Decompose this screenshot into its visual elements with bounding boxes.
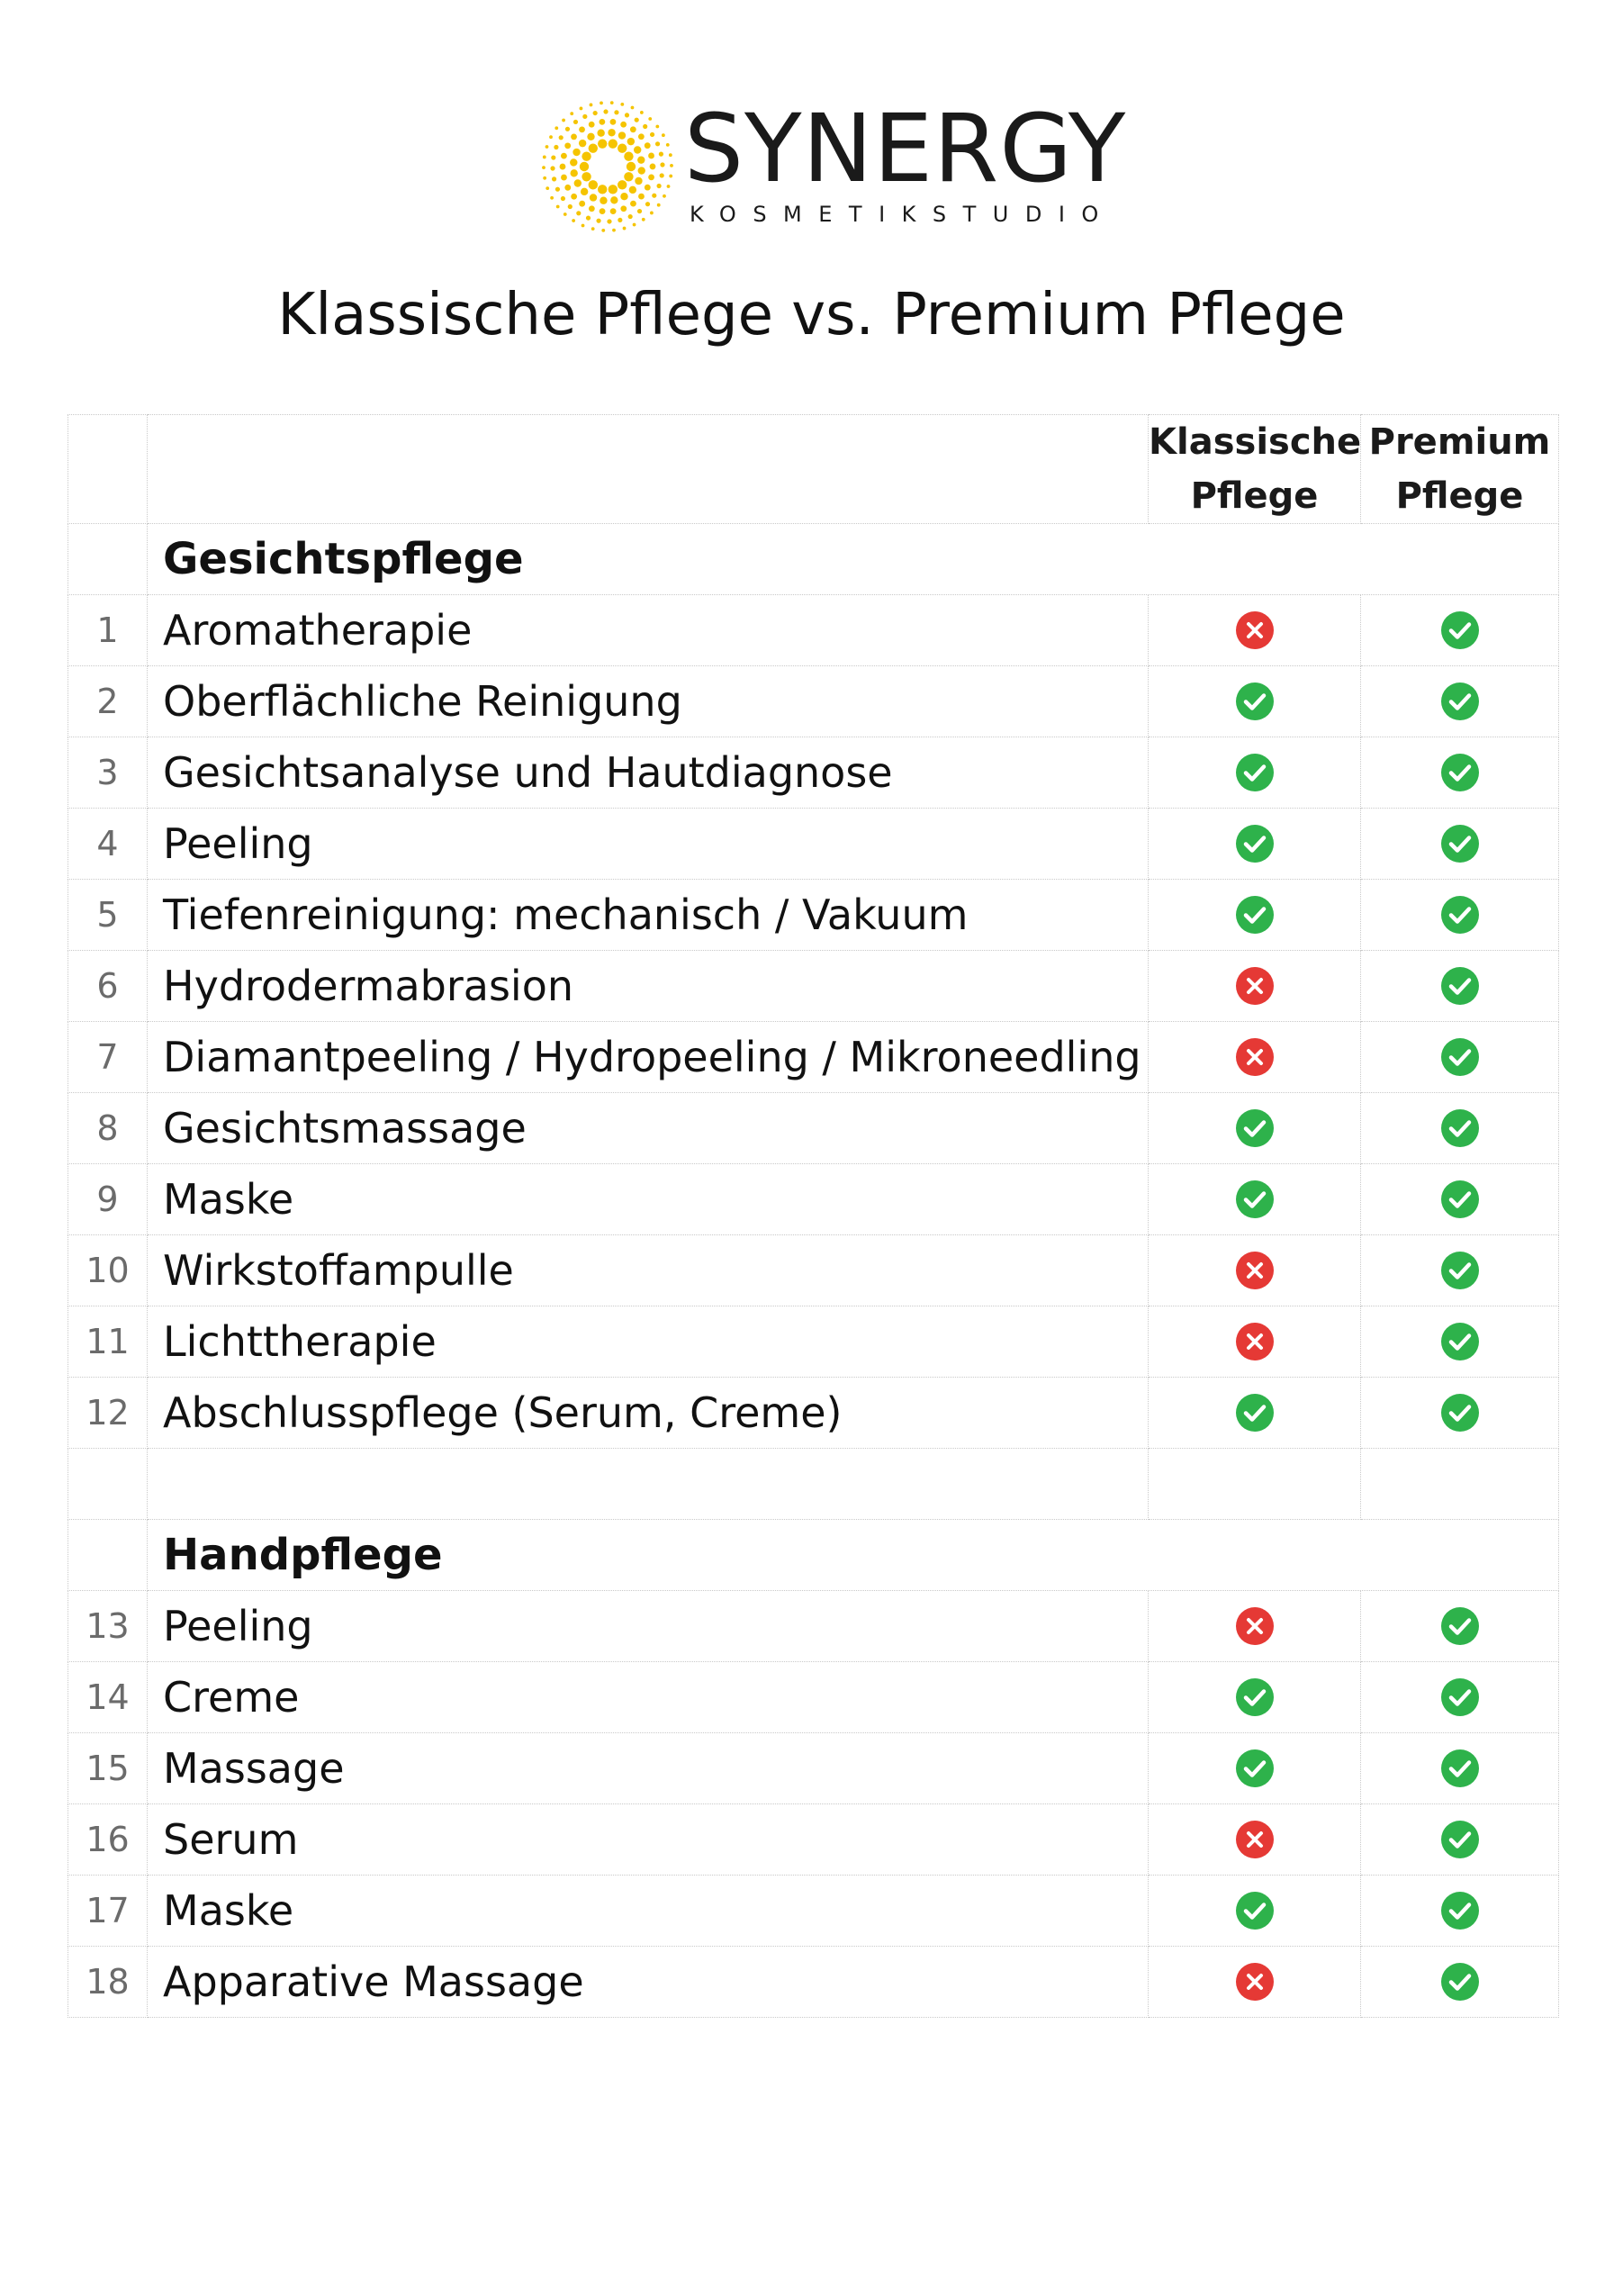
spacer-cell — [1361, 1449, 1559, 1520]
table-row — [68, 1093, 1559, 1164]
cell-premium — [1361, 1306, 1559, 1378]
cell-premium — [1361, 1093, 1559, 1164]
column-header-line: Pflege — [1395, 475, 1524, 517]
row-number: 4 — [68, 809, 148, 880]
check-icon — [1235, 1108, 1275, 1148]
check-icon — [1440, 1108, 1480, 1148]
cell-premium — [1361, 1591, 1559, 1662]
table-row — [68, 951, 1559, 1022]
row-number: 7 — [68, 1022, 148, 1093]
cross-icon — [1235, 1322, 1275, 1361]
check-icon — [1440, 1393, 1480, 1433]
section-number-cell — [68, 1520, 148, 1591]
cell-klassisch — [1149, 1947, 1361, 2018]
treatment-name: Aromatherapie — [148, 595, 1149, 666]
check-icon — [1440, 1820, 1480, 1859]
table-row — [68, 1306, 1559, 1378]
treatment-name: Abschlusspflege (Serum, Creme) — [148, 1378, 1149, 1449]
cell-klassisch — [1149, 1378, 1361, 1449]
treatment-name: Diamantpeeling / Hydropeeling / Mikroneedling — [148, 1022, 1149, 1093]
treatment-name: Maske — [148, 1164, 1149, 1235]
treatment-name: Maske — [148, 1876, 1149, 1947]
check-icon — [1440, 753, 1480, 792]
cell-premium — [1361, 951, 1559, 1022]
table-row — [68, 1876, 1559, 1947]
cell-klassisch — [1149, 809, 1361, 880]
sun-dots-icon — [540, 99, 675, 234]
brand-subtitle: KOSMETIKSTUDIO — [690, 202, 1115, 227]
row-number: 8 — [68, 1093, 148, 1164]
row-number: 2 — [68, 666, 148, 737]
treatment-name: Massage — [148, 1733, 1149, 1804]
cell-klassisch — [1149, 1591, 1361, 1662]
cell-klassisch — [1149, 1093, 1361, 1164]
row-number: 9 — [68, 1164, 148, 1235]
spacer-row — [68, 1449, 1559, 1520]
cell-premium — [1361, 595, 1559, 666]
table-row — [68, 880, 1559, 951]
cell-premium — [1361, 1378, 1559, 1449]
cell-klassisch — [1149, 1022, 1361, 1093]
brand-name: SYNERGY — [684, 94, 1127, 203]
cell-klassisch — [1149, 951, 1361, 1022]
cell-klassisch — [1149, 595, 1361, 666]
table-row — [68, 1662, 1559, 1733]
cell-klassisch — [1149, 1662, 1361, 1733]
check-icon — [1235, 1677, 1275, 1717]
cell-klassisch — [1149, 880, 1361, 951]
treatment-name: Tiefenreinigung: mechanisch / Vakuum — [148, 880, 1149, 951]
cross-icon — [1235, 1606, 1275, 1646]
section-number-cell — [68, 524, 148, 595]
header-empty-cell — [68, 415, 148, 524]
table-row — [68, 809, 1559, 880]
check-icon — [1440, 682, 1480, 721]
check-icon — [1235, 753, 1275, 792]
cell-premium — [1361, 737, 1559, 809]
section-header-row — [68, 524, 1559, 595]
check-icon — [1235, 824, 1275, 863]
check-icon — [1440, 1677, 1480, 1717]
column-header-premium — [1361, 415, 1559, 524]
check-icon — [1440, 1891, 1480, 1930]
cross-icon — [1235, 1820, 1275, 1859]
row-number: 5 — [68, 880, 148, 951]
cell-klassisch — [1149, 1876, 1361, 1947]
check-icon — [1235, 1891, 1275, 1930]
spacer-cell — [68, 1449, 148, 1520]
treatment-name: Apparative Massage — [148, 1947, 1149, 2018]
cell-premium — [1361, 1876, 1559, 1947]
table-row — [68, 737, 1559, 809]
column-header-klassisch — [1149, 415, 1361, 524]
check-icon — [1440, 1749, 1480, 1788]
check-icon — [1235, 1180, 1275, 1219]
cell-klassisch — [1149, 1306, 1361, 1378]
table-row — [68, 1378, 1559, 1449]
spacer-cell — [1149, 1449, 1361, 1520]
column-header-line: Klassische — [1149, 421, 1362, 463]
cell-klassisch — [1149, 1235, 1361, 1306]
page-title: Klassische Pflege vs. Premium Pflege — [277, 282, 1346, 348]
cell-premium — [1361, 1022, 1559, 1093]
treatment-name: Creme — [148, 1662, 1149, 1733]
table-row — [68, 1947, 1559, 2018]
cross-icon — [1235, 966, 1275, 1006]
cell-premium — [1361, 1733, 1559, 1804]
treatment-name: Hydrodermabrasion — [148, 951, 1149, 1022]
row-number: 15 — [68, 1733, 148, 1804]
cell-klassisch — [1149, 1733, 1361, 1804]
section-title: Gesichtspflege — [148, 524, 1559, 595]
section-header-row — [68, 1520, 1559, 1591]
table-row — [68, 1733, 1559, 1804]
table-header-row — [68, 415, 1559, 524]
row-number: 6 — [68, 951, 148, 1022]
check-icon — [1235, 682, 1275, 721]
cross-icon — [1235, 1962, 1275, 2002]
table-row — [68, 1591, 1559, 1662]
check-icon — [1440, 1962, 1480, 2002]
cell-premium — [1361, 666, 1559, 737]
cell-premium — [1361, 1164, 1559, 1235]
check-icon — [1440, 1251, 1480, 1290]
column-header-line: Premium — [1368, 421, 1551, 463]
check-icon — [1440, 1606, 1480, 1646]
treatment-name: Lichttherapie — [148, 1306, 1149, 1378]
check-icon — [1440, 1322, 1480, 1361]
cell-klassisch — [1149, 1164, 1361, 1235]
cross-icon — [1235, 1037, 1275, 1077]
row-number: 12 — [68, 1378, 148, 1449]
check-icon — [1440, 1180, 1480, 1219]
row-number: 17 — [68, 1876, 148, 1947]
column-header-line: Pflege — [1190, 475, 1319, 517]
row-number: 14 — [68, 1662, 148, 1733]
row-number: 3 — [68, 737, 148, 809]
comparison-table — [68, 414, 1559, 2018]
treatment-name: Oberflächliche Reinigung — [148, 666, 1149, 737]
cell-premium — [1361, 1804, 1559, 1876]
treatment-name: Peeling — [148, 809, 1149, 880]
check-icon — [1440, 1037, 1480, 1077]
cell-klassisch — [1149, 1804, 1361, 1876]
header-empty-cell — [148, 415, 1149, 524]
cell-klassisch — [1149, 666, 1361, 737]
row-number: 1 — [68, 595, 148, 666]
cell-premium — [1361, 1235, 1559, 1306]
treatment-name: Peeling — [148, 1591, 1149, 1662]
check-icon — [1440, 824, 1480, 863]
row-number: 18 — [68, 1947, 148, 2018]
cross-icon — [1235, 610, 1275, 650]
check-icon — [1440, 610, 1480, 650]
row-number: 10 — [68, 1235, 148, 1306]
section-title: Handpflege — [148, 1520, 1559, 1591]
cell-premium — [1361, 880, 1559, 951]
cell-klassisch — [1149, 737, 1361, 809]
treatment-name: Gesichtsmassage — [148, 1093, 1149, 1164]
check-icon — [1235, 1393, 1275, 1433]
table-row — [68, 1235, 1559, 1306]
check-icon — [1440, 895, 1480, 935]
treatment-name: Gesichtsanalyse und Hautdiagnose — [148, 737, 1149, 809]
table-row — [68, 1164, 1559, 1235]
treatment-name: Serum — [148, 1804, 1149, 1876]
check-icon — [1235, 895, 1275, 935]
table-row — [68, 1022, 1559, 1093]
cell-premium — [1361, 1947, 1559, 2018]
row-number: 16 — [68, 1804, 148, 1876]
check-icon — [1235, 1749, 1275, 1788]
row-number: 13 — [68, 1591, 148, 1662]
cell-premium — [1361, 1662, 1559, 1733]
table-row — [68, 595, 1559, 666]
table-row — [68, 1804, 1559, 1876]
cell-premium — [1361, 809, 1559, 880]
check-icon — [1440, 966, 1480, 1006]
treatment-name: Wirkstoffampulle — [148, 1235, 1149, 1306]
spacer-cell — [148, 1449, 1149, 1520]
brand-logo — [540, 94, 1127, 239]
table-row — [68, 666, 1559, 737]
row-number: 11 — [68, 1306, 148, 1378]
cross-icon — [1235, 1251, 1275, 1290]
